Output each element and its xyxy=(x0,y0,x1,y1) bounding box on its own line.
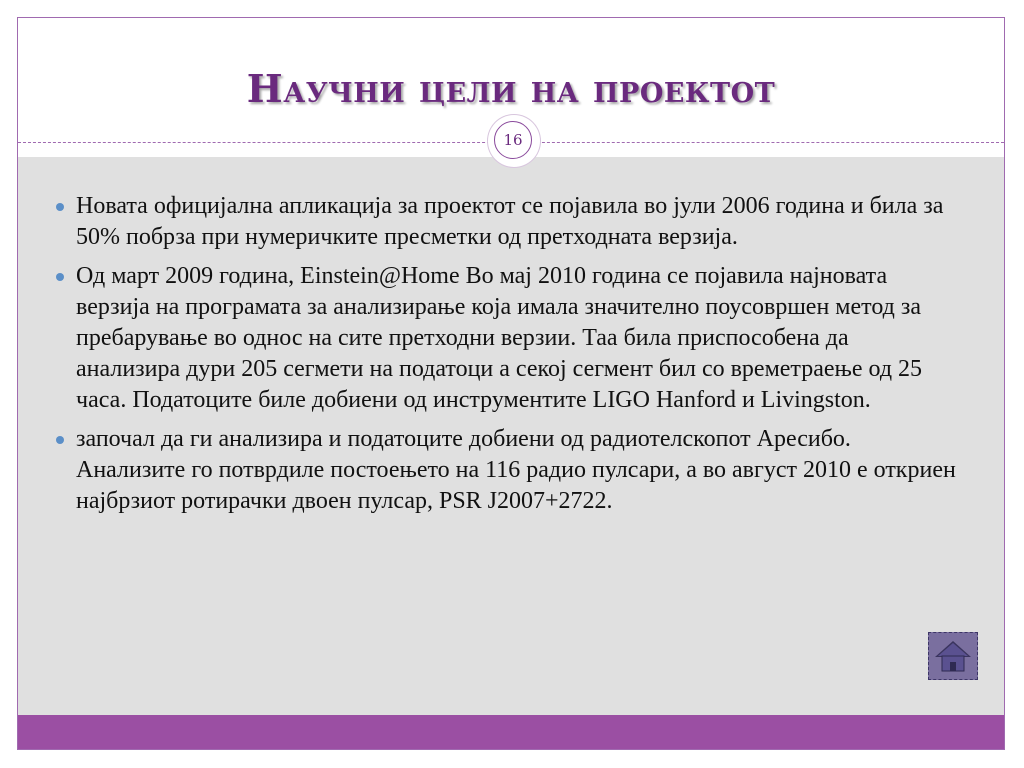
bullet-dot-icon xyxy=(56,273,64,281)
bullet-item xyxy=(56,261,956,416)
bullet-text: започал да ги анализира и податоците добиени од радиотелскопот Аресибо. Анализите го потврдиле постоењето на 116 радио пулсари, а во август 2010 е откриен најбрзиот ротирачки двоен пулсар, PSR J2007+2722. xyxy=(76,426,956,514)
page-number: 16 xyxy=(494,121,532,159)
bullet-text: Од март 2009 година, Einstein@Home Во мај 2010 година се појавила најновата верзија на програмата за анализирање која имала значително поусовршен метод за пребарување во однос на сите претходни верзии. Таа била приспособена да анализира дури 205 сегмети на податоци а секој сегмент бил со времетраење од 25 часа. Податоците биле добиени од инструментите LIGO Hanford и Livingston. xyxy=(76,263,923,413)
page-number-badge xyxy=(488,115,540,167)
bullet-dot-icon xyxy=(56,203,64,211)
slide-frame xyxy=(17,17,1005,750)
home-icon xyxy=(929,633,977,679)
content-area xyxy=(18,157,1004,716)
bullet-item xyxy=(56,191,956,253)
home-button[interactable] xyxy=(928,632,978,680)
bullet-dot-icon xyxy=(56,436,64,444)
footer-bar xyxy=(18,715,1004,749)
bullet-item xyxy=(56,424,956,517)
bullet-text: Новата официјална апликација за проектот се појавила во јули 2006 година и била за 50% побрза при нумеричките пресметки од претходната верзија. xyxy=(76,193,944,250)
slide-title: Научни цели на проектот xyxy=(246,66,776,111)
bullet-list xyxy=(56,191,956,525)
